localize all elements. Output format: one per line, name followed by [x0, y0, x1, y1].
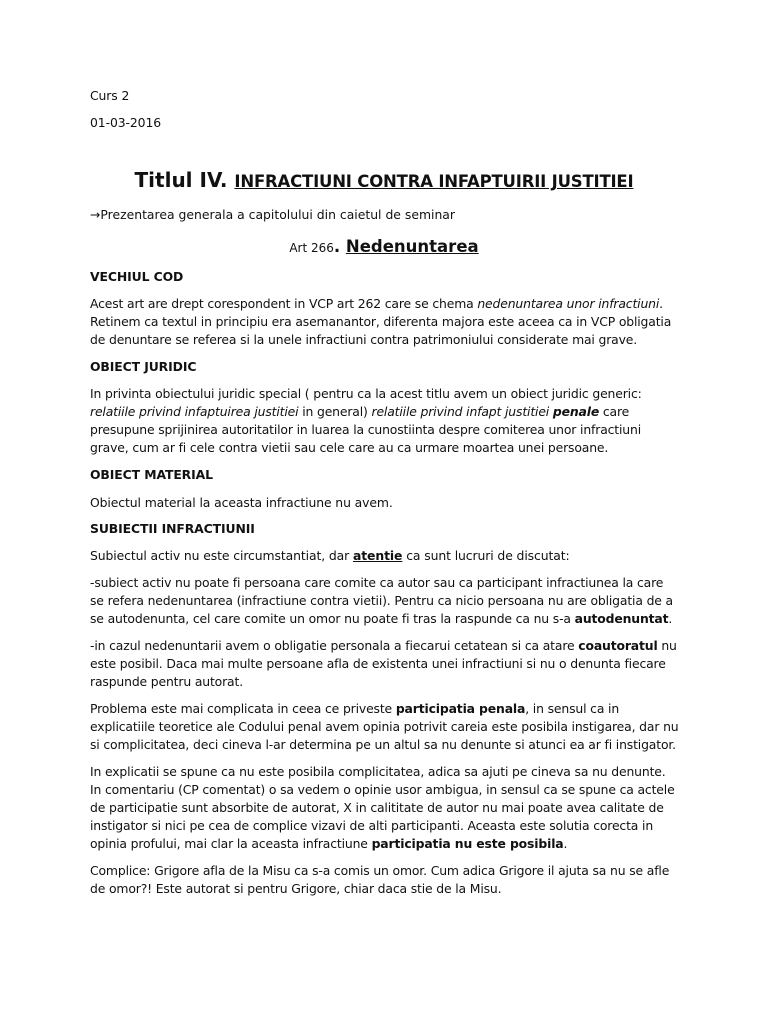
text-run: Acest art are drept corespondent in VCP art 262 care se chema — [90, 296, 478, 311]
section-heading-obiect-juridic: OBIECT JURIDIC — [90, 359, 197, 374]
paragraph-participatie — [90, 700, 680, 754]
text-run: ca sunt lucruri de discutat: — [402, 548, 570, 563]
article-name: Nedenuntarea — [345, 237, 479, 256]
text-run-italic: nedenuntarea unor infractiuni — [477, 296, 660, 311]
text-run: In privinta obiectului juridic special ( pentru ca la acest titlu avem un obiect juridic generic: — [90, 386, 642, 401]
arrow-icon: → — [90, 207, 101, 222]
text-run: , in sensul ca in explicatiile teoretice ale Codului penal avem opinia potrivit careia este posibila instigarea, dar nu si complicitatea, deci cineva l-ar determina pe un altul sa nu denunte si atunci ea ar fi instigator. — [90, 701, 679, 752]
text-run-bold: participatia penala — [395, 701, 526, 716]
title-prefix: Titlul IV. — [134, 168, 235, 192]
date-label: 01-03-2016 — [90, 115, 162, 130]
paragraph-obiect-juridic — [90, 385, 680, 457]
text-run: . Retinem ca textul in principiu era asemanantor, diferenta majora este aceea ca in VCP obligatia de denuntare se referea si la unele infractiuni contra patrimoniului considerate mai grave. — [90, 296, 672, 347]
text-run-bold: autodenuntat — [574, 611, 669, 626]
text-run: Problema este mai complicata in ceea ce priveste — [90, 701, 396, 716]
text-run-italic: relatiile privind infapt justitiei — [371, 404, 553, 419]
paragraph-coautorat — [90, 637, 680, 691]
intro-text: Prezentarea generala a capitolului din caietul de seminar — [100, 207, 455, 222]
text-run: -subiect activ nu poate fi persoana care comite ca autor sau ca participant infractiunea la care se refera nedenuntarea (infractiune contra vietii). Pentru ca nicio persoana nu are obligatia de a se autodenunta, cel care comite un omor nu poate fi tras la raspunde ca nu s-a — [90, 575, 673, 626]
paragraph-complicitate — [90, 763, 680, 853]
text-run-underline: atentie — [352, 548, 403, 563]
paragraph-subiect-autor — [90, 574, 680, 628]
text-run-italic: relatiile privind infaptuirea justitiei — [90, 404, 299, 419]
document-title — [0, 167, 768, 195]
text-run: . — [563, 836, 568, 851]
course-label: Curs 2 — [90, 88, 130, 103]
text-run: in general) — [298, 404, 372, 419]
section-heading-obiect-material: OBIECT MATERIAL — [90, 467, 213, 482]
paragraph-vechiul-cod — [90, 295, 680, 349]
section-heading-subiectii: SUBIECTII INFRACTIUNII — [90, 521, 255, 536]
paragraph-obiect-material: Obiectul material la aceasta infractiune nu avem. — [90, 495, 393, 510]
paragraph-subiect-activ — [90, 547, 570, 565]
article-dot: . — [333, 237, 346, 256]
paragraph-exemplu: Complice: Grigore afla de la Misu ca s-a comis un omor. Cum adica Grigore il ajuta sa nu se afle de omor?! Este autorat si pentru Grigore, chiar daca stie de la Misu. — [90, 863, 670, 896]
text-run: care presupune sprijinirea autoritatilor in luarea la cunostiinta despre comiterea unor infractiuni grave, cum ar fi cele contra vietii sau cele care au ca urmare moartea unei persoane. — [90, 404, 641, 455]
text-run-bold: coautoratul — [578, 638, 658, 653]
article-heading — [0, 236, 768, 259]
text-run-bold-italic: penale — [552, 404, 600, 419]
section-heading-vechiul-cod: VECHIUL COD — [90, 269, 184, 284]
text-run: -in cazul nedenuntarii avem o obligatie personala a fiecarui cetatean si ca atare — [90, 638, 579, 653]
text-run: nu este posibil. Daca mai multe persoane afla de existenta unei infractiuni si nu o denunta fiecare raspunde pentru autorat. — [90, 638, 677, 689]
intro-line — [90, 206, 455, 224]
text-run: . — [668, 611, 673, 626]
title-main: INFRACTIUNI CONTRA INFAPTUIRII JUSTITIEI — [234, 172, 634, 191]
text-run: Subiectul activ nu este circumstantiat, dar — [90, 548, 353, 563]
article-number: Art 266 — [289, 241, 334, 255]
text-run-bold: participatia nu este posibila — [371, 836, 564, 851]
text-run: In explicatii se spune ca nu este posibila complicitatea, adica sa ajuti pe cineva sa nu denunte. In comentariu (CP comentat) o sa vedem o opinie usor ambigua, in sensul ca se spune ca actele de participatie sunt absorbite de autorat, X in calititate de autor nu mai poate avea calitate de instigator si nici pe cea de complice vizavi de alti participanti. Aceasta este solutia corecta in opinia profului, mai clar la aceasta infractiune — [90, 764, 675, 851]
